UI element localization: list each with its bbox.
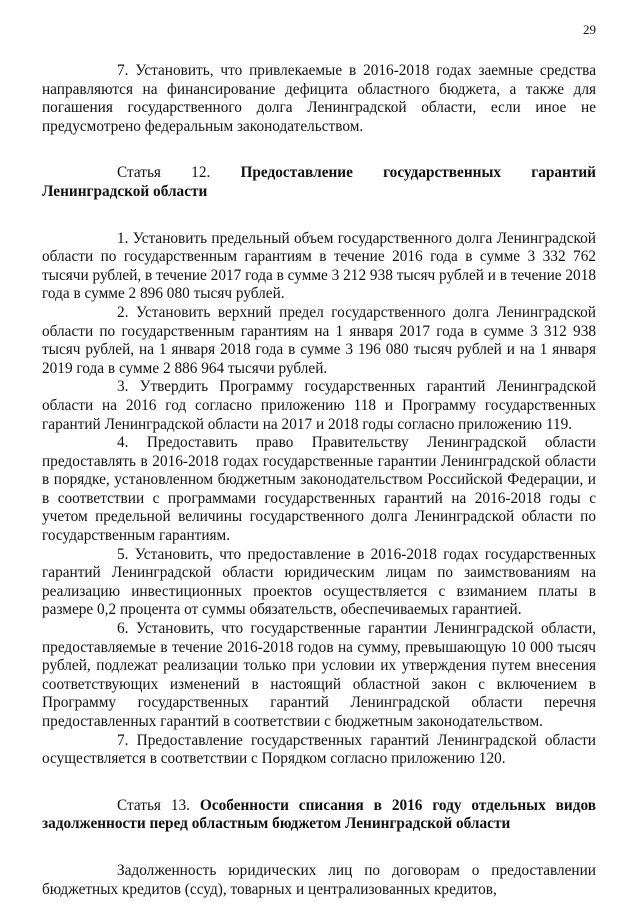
- article-12-label: Статья 12.: [117, 164, 211, 182]
- article-13-label: Статья 13.: [117, 796, 190, 814]
- article-13-item-1: Задолженность юридических лиц по договорам о предоставлении бюджетных кредитов (ссуд), товарных и централизованных кредитов,: [42, 861, 596, 898]
- article-12-heading: [42, 164, 596, 201]
- document-body: [42, 62, 596, 899]
- article-12-item-2: 2. Установить верхний предел государственного долга Ленинградской области по государственным гарантиям на 1 января 2017 года в сумме 3 312 938 тысяч рублей, на 1 января 2018 года в сумме 3 196 080 тысяч рублей и на 1 января 2019 года в сумме 2 886 964 тысячи рублей.: [42, 303, 596, 377]
- article-12-item-3: 3. Утвердить Программу государственных гарантий Ленинградской области на 2016 год согласно приложению 118 и Программу государственных гарантий Ленинградской области на 2017 и 2018 годы согласно приложению 119.: [42, 378, 596, 433]
- article-12-item-1: 1. Установить предельный объем государственного долга Ленинградской области по государственным гарантиям в течение 2016 года в сумме 3 332 762 тысячи рублей, в течение 2017 года в сумме 3 212 938 тысяч рублей и в течение 2018 года в сумме 2 896 080 тысяч рублей.: [42, 229, 596, 303]
- article-12-title: Предоставление государственных гарантий Ленинградской области: [42, 164, 596, 200]
- article-12-item-6: 6. Установить, что государственные гарантии Ленинградской области, предоставляемые в течение 2016-2018 годов на сумму, превышающую 10 000 тысяч рублей, подлежат реализации только при условии их утверждения путем внесения соответствующих изменений в настоящий областной закон с включением в Программу государственных гарантий Ленинградской области перечня предоставленных гарантий в соответствии с бюджетным законодательством.: [42, 620, 596, 730]
- article-13-heading: [42, 797, 596, 834]
- article-12-item-4: 4. Предоставить право Правительству Ленинградской области предоставлять в 2016-2018 годах государственные гарантии Ленинградской области в порядке, установленном бюджетным законодательством Российской Федерации, и в соответствии с программами государственных гарантий на 2016-2018 годы с учетом предельной величины государственного долга Ленинградской области по государственным гарантиям.: [42, 434, 596, 545]
- article-12-item-5: 5. Установить, что предоставление в 2016-2018 годах государственных гарантий Ленинградской области юридическим лицам по заимствованиям на реализацию инвестиционных проектов осуществляется с взиманием платы в размере 0,2 процента от суммы обязательств, обеспечиваемых гарантией.: [42, 545, 596, 619]
- paragraph-7-borrowings: 7. Установить, что привлекаемые в 2016-2018 годах заемные средства направляются на финансирование дефицита областного бюджета, а также для погашения государственного долга Ленинградской области, если иное не предусмотрено федеральным законодательством.: [42, 62, 596, 135]
- article-13-title: Особенности списания в 2016 году отдельных видов задолженности перед областным бюджетом Ленинградской области: [42, 796, 596, 833]
- article-12-item-7: 7. Предоставление государственных гарантий Ленинградской области осуществляется в соответствии с Порядком согласно приложению 120.: [42, 731, 596, 768]
- page-number: 29: [583, 22, 596, 37]
